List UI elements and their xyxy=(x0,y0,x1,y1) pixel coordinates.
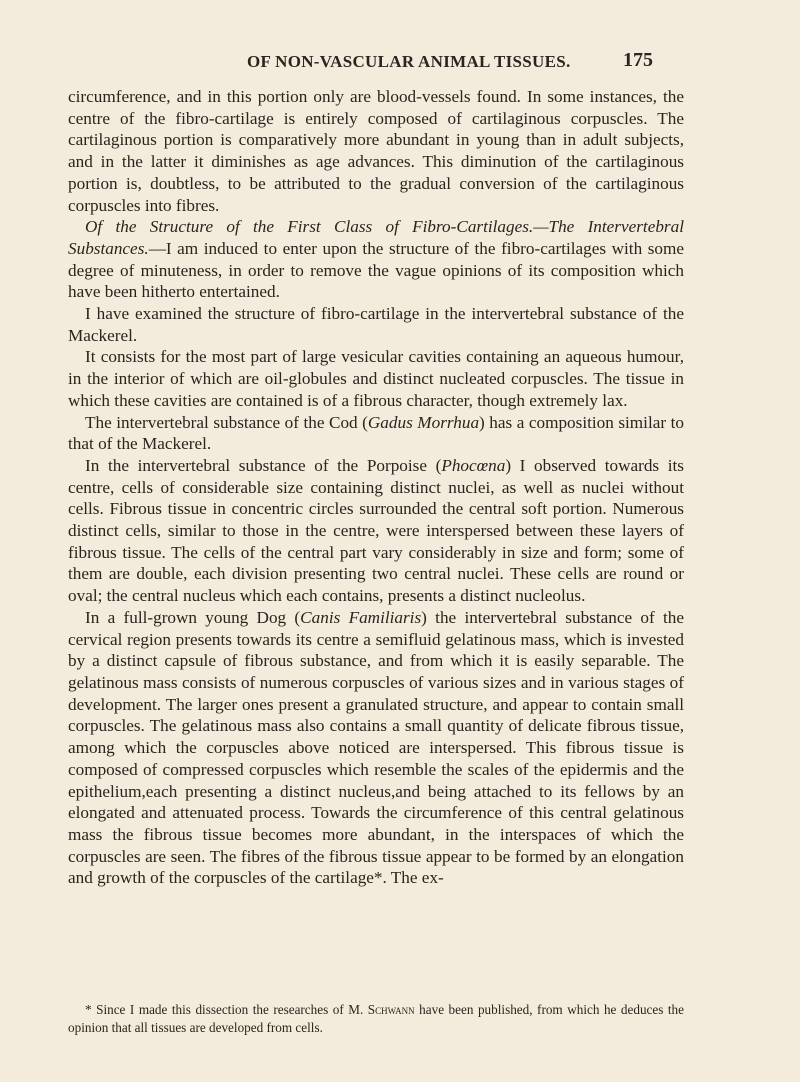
paragraph-7-lead: In a full-grown young Dog ( xyxy=(85,607,301,627)
paragraph-6-rest: ) I observed towards its centre, cells of considerable size containing distinct nuclei, as well as nuclei without cells. Fibrous tissue in concentric circles surrounded the central soft portion. Numerous distinct cells, similar to those in the centre, were interspersed between these layers of fibrous tissue. The cells of the central part vary considerably in size and form; some of them are double, each division presenting two central nuclei. These cells are round or oval; the central nucleus which each contains, presents a distinct nucleolus. xyxy=(68,455,684,606)
paragraph-4: It consists for the most part of large vesicular cavities containing an aqueous humour, in the interior of which are oil-globules and distinct nucleated corpuscles. The tissue in which these cavities are contained is of a fibrous character, though extremely lax. xyxy=(68,347,684,410)
paragraph-7-rest: ) the intervertebral substance of the cervical region presents towards its centre a semifluid gelatinous mass, which is invested by a distinct capsule of fibrous substance, and from which it is easily separable. The gelatinous mass consists of numerous corpuscles of various sizes and in various stages of development. The larger ones present a granulated structure, and appear to contain small corpuscles. The gelatinous mass also contains a small quantity of delicate fibrous tissue, among which the corpuscles above noticed are interspersed. This fibrous tissue is composed of compressed corpuscles which resemble the scales of the epidermis and the epithelium,each presenting a distinct nucleus,and being attached to its fellows by an elongated and attenuated process. Towards the circumference of this central gelatinous mass the fibrous tissue becomes more abundant, in the interspaces of which the corpuscles are seen. The fibres of the fibrous tissue appear to be formed by an elongation and growth of the corpuscles of the cartilage*. The ex- xyxy=(68,607,684,888)
paragraph-6-lead: In the intervertebral substance of the Porpoise ( xyxy=(85,455,442,475)
species-name-dog: Canis Familiaris xyxy=(300,607,422,627)
body-text xyxy=(68,86,684,889)
species-name-cod: Gadus Morrhua xyxy=(367,412,480,432)
footnote-rest: have been published, from which he deduces the opinion that all tissues are developed from cells. xyxy=(68,1002,684,1035)
footnote-author-name: Schwann xyxy=(367,1002,415,1017)
paragraph-6 xyxy=(68,455,684,607)
paragraph-5-rest: ) has a composition similar to that of the Mackerel. xyxy=(68,412,684,454)
paragraph-3: I have examined the structure of fibro-cartilage in the intervertebral substance of the Mackerel. xyxy=(68,304,684,345)
paragraph-2 xyxy=(68,216,684,303)
footnote-text xyxy=(68,1001,684,1037)
footnote-lead: * Since I made this dissection the researches of M. xyxy=(85,1002,368,1017)
footnote xyxy=(68,1001,684,1037)
running-title: OF NON-VASCULAR ANIMAL TISSUES. xyxy=(247,52,571,71)
paragraph-5 xyxy=(68,412,684,455)
paragraph-2-text: —I am induced to enter upon the structure of the fibro-cartilages with some degree of minuteness, in order to remove the vague opinions of its composition which have been hitherto entertained. xyxy=(68,238,684,302)
page-number: 175 xyxy=(623,49,653,71)
species-name-porpoise: Phocœna xyxy=(441,455,506,475)
paragraph-5-lead: The intervertebral substance of the Cod ( xyxy=(85,412,368,432)
section-heading: Of the Structure of the First Class of Fibro-Cartilages.—The Intervertebral Substances. xyxy=(68,217,684,258)
paragraph-7 xyxy=(68,607,684,889)
paragraph-1: circumference, and in this portion only are blood-vessels found. In some instances, the centre of the fibro-cartilage is entirely composed of cartilaginous corpuscles. The cartilaginous portion is comparatively more abundant in young than in adult subjects, and in the latter it diminishes as age advances. This diminution of the cartilaginous portion is, doubtless, to be attributed to the gradual conversion of the cartilaginous corpuscles into fibres. xyxy=(68,87,684,215)
